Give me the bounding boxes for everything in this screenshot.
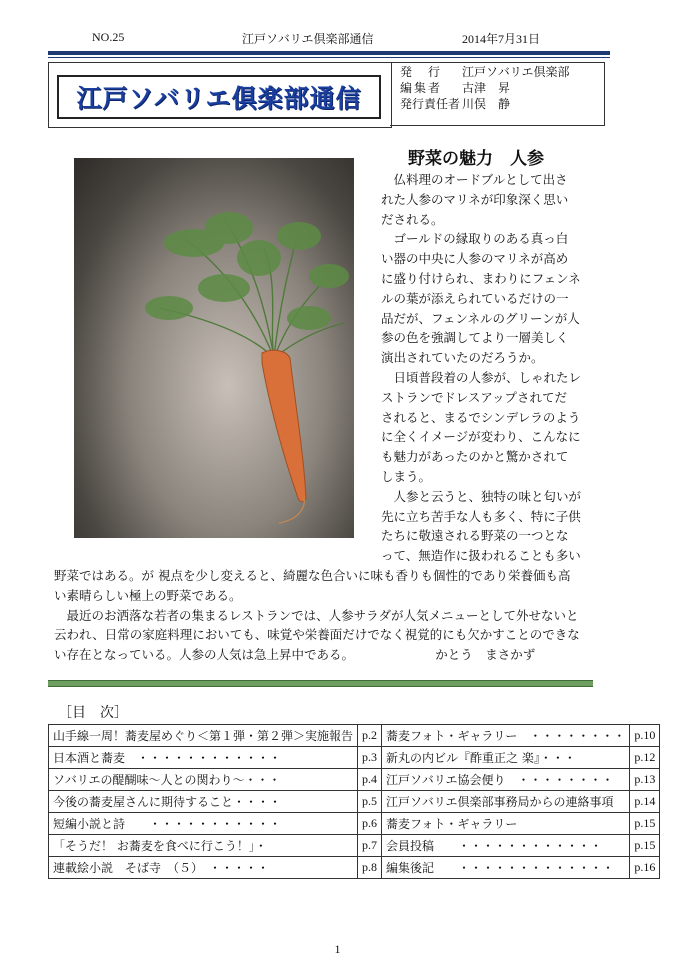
toc-page: p.12	[630, 747, 660, 769]
toc-table	[48, 724, 660, 879]
toc-page: p.15	[630, 813, 660, 835]
toc-page: p.5	[358, 791, 382, 813]
masthead-title-box	[48, 62, 392, 128]
full-line: 最近のお洒落な若者の集まるレストランでは、人参サラダが人気メニューとして外せないと	[54, 607, 579, 623]
publisher-name: 江戸ソバリエ倶楽部	[462, 65, 570, 79]
column-line: しまう。	[381, 468, 432, 484]
editor-label: 編集者	[400, 81, 443, 95]
column-line: 先に立ち苦手な人も多く、特に子供	[381, 508, 581, 524]
column-line: ゴールドの縁取りのある真っ白	[381, 231, 569, 247]
toc-row	[49, 769, 660, 791]
full-line: い存在となっている。人参の人気は急上昇中である。 かとう まさかず	[54, 647, 536, 663]
toc-row	[49, 813, 660, 835]
header-rule-thick	[48, 51, 610, 55]
toc-page: p.14	[630, 791, 660, 813]
toc-entry: 蕎麦フォト・ギャラリー ・・・・・・・・	[382, 725, 630, 747]
article-headline: 野菜の魅力 人参	[408, 149, 544, 169]
toc-page: p.2	[358, 725, 382, 747]
toc-row	[49, 747, 660, 769]
carrot-painting	[74, 158, 354, 538]
column-line: に全くイメージが変わり、こんなに	[381, 429, 581, 445]
toc-heading: ［目 次］	[58, 705, 128, 721]
section-divider	[48, 680, 593, 687]
toc-row	[49, 791, 660, 813]
column-line: に盛り付けられ、まわりにフェンネ	[381, 270, 581, 286]
column-line: たちに敬遠される野菜の一つとな	[381, 528, 569, 544]
issue-number: NO.25	[92, 30, 125, 44]
editor-name: 古津 昇	[462, 81, 511, 95]
column-line: ストランでドレスアップされてだ	[381, 389, 568, 405]
header-rule-thin	[48, 57, 610, 58]
toc-page: p.6	[358, 813, 382, 835]
column-line: 人参と云うと、独特の味と匂いが	[381, 488, 582, 504]
column-line: 演出されていたのだろうか。	[381, 350, 544, 366]
column-line: れた人参のマリネが印象深く思い	[381, 191, 569, 207]
column-line: 仏料理のオードブルとして出さ	[381, 172, 568, 187]
carrot-root	[262, 350, 306, 501]
column-line: 品だが、フェンネルのグリーンが人	[381, 310, 580, 326]
full-line: 云われ、日常の家庭料理においても、味覚や栄養面だけでなく視覚的にも欠かすことのできな	[54, 627, 580, 643]
toc-entry: 蕎麦フォト・ギャラリー	[382, 813, 630, 835]
page-number: 1	[334, 942, 341, 956]
column-line: って、無造作に扱われることも多い	[381, 548, 581, 564]
column-line: も魅力があったのかと驚かされて	[381, 449, 569, 465]
toc-entry: 会員投稿 ・・・・・・・・・・・・	[382, 835, 630, 857]
toc-page: p.8	[358, 857, 382, 879]
toc-page: p.10	[630, 725, 660, 747]
toc-entry: 「そうだ！ お蕎麦を食べに行こう！」・	[49, 835, 358, 857]
carrot-illustration	[74, 158, 354, 538]
column-line: ルの葉が添えられているだけの一	[381, 290, 569, 306]
article-column	[381, 170, 581, 566]
toc-entry: 編集後記 ・・・・・・・・・・・・・	[382, 857, 630, 879]
publication-info	[390, 62, 605, 126]
full-line: い素晴らしい極上の野菜である。	[54, 587, 242, 603]
issue-date: 2014年7月31日	[462, 32, 541, 46]
article-full-width	[54, 566, 580, 665]
full-line: 野菜ではある。が 視点を少し変えると、綺麗な色合いに味も香りも個性的であり栄養価も高	[54, 568, 571, 583]
chief-label: 発行責任者	[400, 97, 461, 111]
toc-entry: 連載絵小説 そば寺 （５） ・・・・・	[49, 857, 358, 879]
publisher-label: 発 行	[400, 65, 443, 79]
toc-page: p.16	[630, 857, 660, 879]
chief-name: 川俣 静	[462, 97, 511, 111]
toc-page: p.13	[630, 769, 660, 791]
column-line: 日頃普段着の人参が、しゃれたレ	[381, 369, 582, 385]
toc-row	[49, 835, 660, 857]
toc-page: p.15	[630, 835, 660, 857]
toc-entry: 江戸ソバリエ倶楽部事務局からの連絡事項	[382, 791, 630, 813]
column-line: されると、まるでシンデレラのよう	[381, 409, 581, 425]
newsletter-name: 江戸ソバリエ倶楽部通信	[242, 32, 374, 46]
masthead-title-frame	[57, 75, 381, 119]
toc-entry: 日本酒と蕎麦 ・・・・・・・・・・・・	[49, 747, 358, 769]
masthead-title: 江戸ソバリエ倶楽部通信	[76, 84, 362, 113]
column-line: い器の中央に人参のマリネが高め	[381, 251, 569, 267]
toc-entry: 今後の蕎麦屋さんに期待すること・・・・	[49, 791, 358, 813]
column-line: 参の色を強調してより一層美しく	[381, 330, 569, 346]
toc-entry: 山手線一周！蕎麦屋めぐり＜第１弾・第２弾＞実施報告	[49, 725, 358, 747]
toc-row	[49, 857, 660, 879]
toc-page: p.3	[358, 747, 382, 769]
toc-page: p.7	[358, 835, 382, 857]
toc-entry: 新丸の内ビル『酢重正之 楽』・・・	[382, 747, 630, 769]
toc-entry: 江戸ソバリエ協会便り ・・・・・・・・	[382, 769, 630, 791]
column-line: だされる。	[381, 211, 444, 227]
toc-row	[49, 725, 660, 747]
toc-entry: ソバリエの醍醐味～人との関わり～・・・	[49, 769, 358, 791]
toc-entry: 短編小説と詩 ・・・・・・・・・・・	[49, 813, 358, 835]
toc-page: p.4	[358, 769, 382, 791]
